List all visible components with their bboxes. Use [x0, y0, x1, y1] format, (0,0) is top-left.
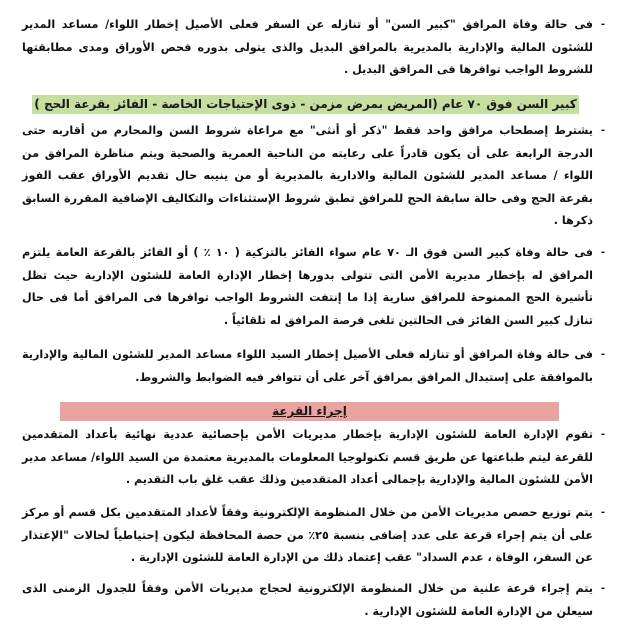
paragraph-companion-conditions	[22, 120, 605, 233]
paragraph-text: فى حالة وفاة المرافق أو تنازله فعلى الأصيل إخطار السيد اللواء مساعد المدير للشئون المالية والإدارية بالموافقة على إستبدال المرافق بمرافق آخر على أن تتوافر فيه الضوابط والشروط.	[22, 348, 593, 384]
bullet-marker: -	[600, 349, 605, 360]
paragraph-lottery-statistics	[22, 424, 605, 492]
bullet-marker: -	[600, 507, 605, 518]
section-heading-text: إجراء القرعة	[272, 404, 347, 418]
paragraph-public-lottery	[22, 578, 605, 623]
paragraph-text: فى حالة وفاة المرافق "كبير السن" أو تنازله عن السفر فعلى الأصيل إخطار اللواء/ مساعد المدير للشئون المالية والإدارية بالمديرية بالمرافق البديل والذى يتولى بدوره فحص الأوراق ومدى مطابقتها للشروط الواجب توافرها فى المرافق البديل .	[22, 18, 593, 77]
bullet-marker: -	[600, 19, 605, 30]
section-heading-elderly-companion	[32, 95, 579, 114]
paragraph-quota-distribution	[22, 502, 605, 570]
paragraph-elderly-death	[22, 242, 605, 332]
bullet-marker: -	[600, 583, 605, 594]
bullet-marker: -	[600, 125, 605, 136]
bullet-marker: -	[600, 247, 605, 258]
paragraph-companion-replacement	[22, 344, 605, 389]
paragraph-text: فى حالة وفاة كبير السن فوق الـ ٧٠ عام سواء الفائز بالتزكية ( ١٠ ٪ ) أو الفائز بالقرعة العامة يلتزم المرافق له بإخطار مديرية الأمن التى تتولى بدورها إخطار الإدارة العامة للشئون الإدارية حيث تظل تأشيرة الحج الممنوحة للمرافق سارية إذا ما إنتفت الشروط الواجب توافرها فى المرافق أما فى حال تنازل كبير السن الفائز فى الحالتين تلغى فرصة المرافق له تلقائياً .	[22, 246, 593, 327]
paragraph-text: يشترط إصطحاب مرافق واحد فقط "ذكر أو أنثى" مع مراعاة شروط السن والمحارم من أقاربه حتى الدرجة الرابعة على أن يكون قادراً على رعايته من الناحية العمرية والصحية ويتم مناظرة المرافق من اللواء / مساعد المدير للشئون المالية والادارية بالمديرية أو من ينيبه حال تقديم الأوراق عقب الفوز بقرعة الحج وفى حالة سابقة الحج للمرافق تطبق شروط الإستثناءات والتكاليف الإضافية المقررة السابق ذكرها .	[22, 124, 593, 228]
paragraph-text: يتم إجراء قرعة علنية من خلال المنظومة الإلكترونية لحجاج مديريات الأمن وفقاً للجدول الزمنى الذى سيعلن من الإدارة العامة للشئون الإدارية .	[22, 582, 593, 618]
section-heading-text: كبير السن فوق ٧٠ عام (المريض بمرض مزمن - ذوى الإحتياجات الخاصة - الفائز بقرعة الحج )	[34, 97, 577, 111]
paragraph-companion-death-replacement	[22, 14, 605, 82]
section-heading-lottery-procedure	[60, 402, 559, 421]
bullet-marker: -	[600, 429, 605, 440]
paragraph-text: تقوم الإدارة العامة للشئون الإدارية بإخطار مديريات الأمن بإحصائية عددية نهائية بأعداد المتقدمين للقرعة ليتم طباعتها عن طريق قسم تكنولوجيا المعلومات بالمديرية معتمدة من السيد اللواء/ مساعد مدير الأمن للشئون المالية والإدارية بإجمالى أعداد المتقدمين وذلك عقب غلق باب التقديم .	[22, 428, 593, 487]
paragraph-text: يتم توزيع حصص مديريات الأمن من خلال المنظومة الإلكترونية وفقاً لأعداد المتقدمين بكل قسم أو مركز على أن يتم إجراء قرعة على عدد إضافى بنسبة ٢٥٪ من حصة المحافظة ليكون إحتياطياً لحالات "الإعتذار عن السفر، الوفاة ، عدم السداد" عقب إعتماد ذلك من الإدارة العامة للشئون الإدارية .	[22, 506, 593, 565]
